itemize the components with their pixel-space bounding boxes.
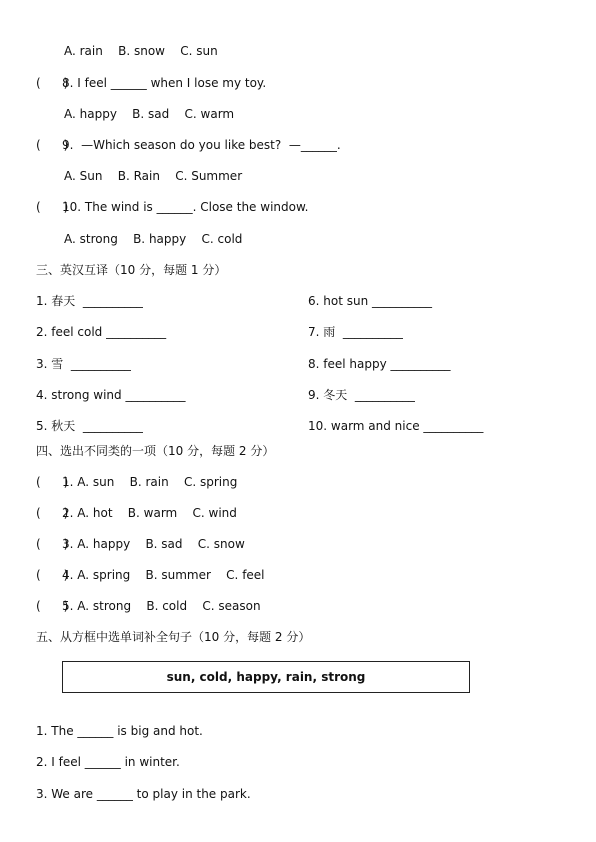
translate-item: 8. feel happy __________ [308, 357, 451, 371]
q8-answer-paren[interactable]: ( ) [36, 76, 69, 90]
fill-in-sentence: 3. We are ______ to play in the park. [36, 787, 251, 801]
odd-one-out-item: 2. A. hot B. warm C. wind [62, 506, 237, 520]
translate-item: 4. strong wind __________ [36, 388, 186, 402]
fill-in-sentence: 1. The ______ is big and hot. [36, 724, 203, 738]
q9-options: A. Sun B. Rain C. Summer [64, 169, 243, 183]
odd-one-out-item: 3. A. happy B. sad C. snow [62, 537, 245, 551]
translate-item: 1. 春天 __________ [36, 294, 143, 308]
q10-options: A. strong B. happy C. cold [64, 232, 243, 246]
q7-options: A. rain B. snow C. sun [64, 44, 218, 58]
section4-title: 四、选出不同类的一项（10 分，每题 2 分） [36, 444, 275, 458]
section5-title: 五、从方框中选单词补全句子（10 分，每题 2 分） [36, 630, 311, 644]
answer-paren[interactable]: ( ) [36, 506, 69, 520]
answer-paren[interactable]: ( ) [36, 475, 69, 489]
q9-question: 9. —Which season do you like best? —______. [62, 138, 341, 152]
odd-one-out-item: 4. A. spring B. summer C. feel [62, 568, 265, 582]
word-bank-words: sun, cold, happy, rain, strong [166, 670, 366, 684]
translate-item: 5. 秋天 __________ [36, 419, 143, 433]
answer-paren[interactable]: ( ) [36, 537, 69, 551]
section3-title: 三、英汉互译（10 分，每题 1 分） [36, 263, 227, 277]
translate-item: 10. warm and nice __________ [308, 419, 484, 433]
odd-one-out-item: 1. A. sun B. rain C. spring [62, 475, 238, 489]
translate-item: 2. feel cold __________ [36, 325, 167, 339]
translate-item: 9. 冬天 __________ [308, 388, 415, 402]
q9-answer-paren[interactable]: ( ) [36, 138, 69, 152]
q8-question: 8. I feel ______ when I lose my toy. [62, 76, 267, 90]
translate-item: 7. 雨 __________ [308, 325, 403, 339]
fill-in-sentence: 2. I feel ______ in winter. [36, 755, 180, 769]
translate-item: 3. 雪 __________ [36, 357, 131, 371]
answer-paren[interactable]: ( ) [36, 599, 69, 613]
word-bank-box [62, 661, 470, 693]
odd-one-out-item: 5. A. strong B. cold C. season [62, 599, 261, 613]
q10-question: 10. The wind is ______. Close the window. [62, 200, 309, 214]
q8-options: A. happy B. sad C. warm [64, 107, 235, 121]
translate-item: 6. hot sun __________ [308, 294, 433, 308]
answer-paren[interactable]: ( ) [36, 568, 69, 582]
q10-answer-paren[interactable]: ( ) [36, 200, 69, 214]
